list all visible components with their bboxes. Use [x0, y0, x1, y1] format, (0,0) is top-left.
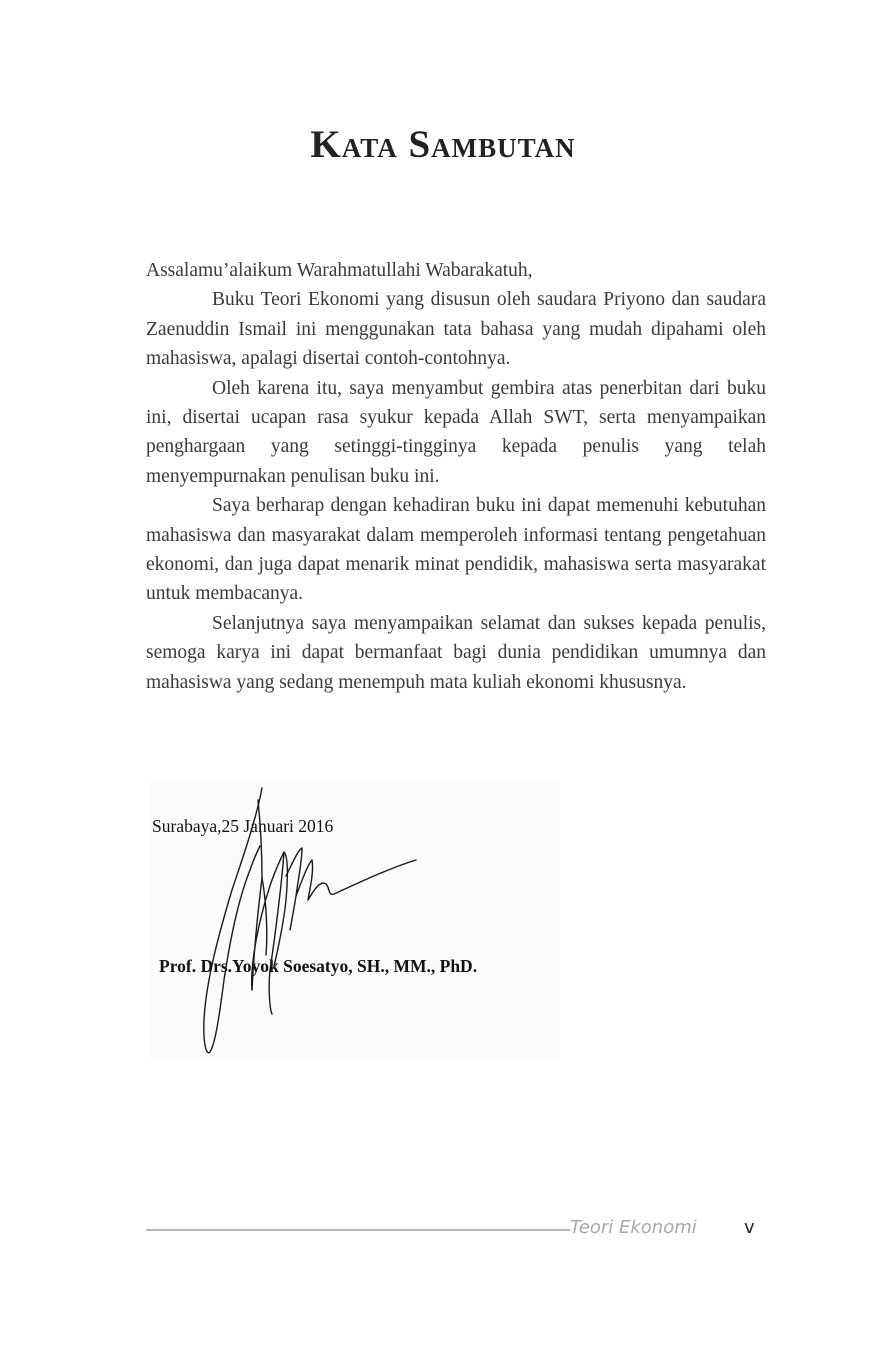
handwritten-signature-icon	[150, 780, 560, 1060]
signature-place-date: Surabaya,25 Januari 2016	[152, 816, 334, 836]
paragraph-3: Saya berharap dengan kehadiran buku ini dapat memenuhi kebutuhan mahasiswa dan masyarakat dalam memperoleh informasi tentang pengetahuan ekonomi, dan juga dapat menarik minat pendidik, mahasiswa serta masyarakat untuk membacanya.	[146, 495, 766, 605]
signature-block	[150, 780, 560, 1060]
paragraph-2: Oleh karena itu, saya menyambut gembira atas penerbitan dari buku ini, disertai ucapan rasa syukur kepada Allah SWT, serta menyampaikan penghargaan yang setinggi-tingginya kepada penulis yang telah menyempurnakan penulisan buku ini.	[146, 377, 766, 487]
greeting: Assalamu’alaikum Warahmatullahi Wabarakatuh,	[146, 260, 533, 281]
body-text	[146, 256, 766, 697]
signatory-name: Prof. Drs.Yoyok Soesatyo, SH., MM., PhD.	[159, 956, 478, 976]
page-title: Kata Sambutan	[310, 123, 576, 166]
footer-divider	[146, 1229, 570, 1231]
paragraph-1: Buku Teori Ekonomi yang disusun oleh saudara Priyono dan saudara Zaenuddin Ismail ini menggunakan tata bahasa yang mudah dipahami oleh mahasiswa, apalagi disertai contoh-contohnya.	[146, 289, 766, 370]
page-number: v	[744, 1217, 755, 1238]
paragraph-4: Selanjutnya saya menyampaikan selamat dan sukses kepada penulis, semoga karya ini dapat bermanfaat bagi dunia pendidikan umumnya dan mahasiswa yang sedang menempuh mata kuliah ekonomi khususnya.	[146, 612, 766, 693]
footer-book-title: Teori Ekonomi	[570, 1217, 697, 1238]
